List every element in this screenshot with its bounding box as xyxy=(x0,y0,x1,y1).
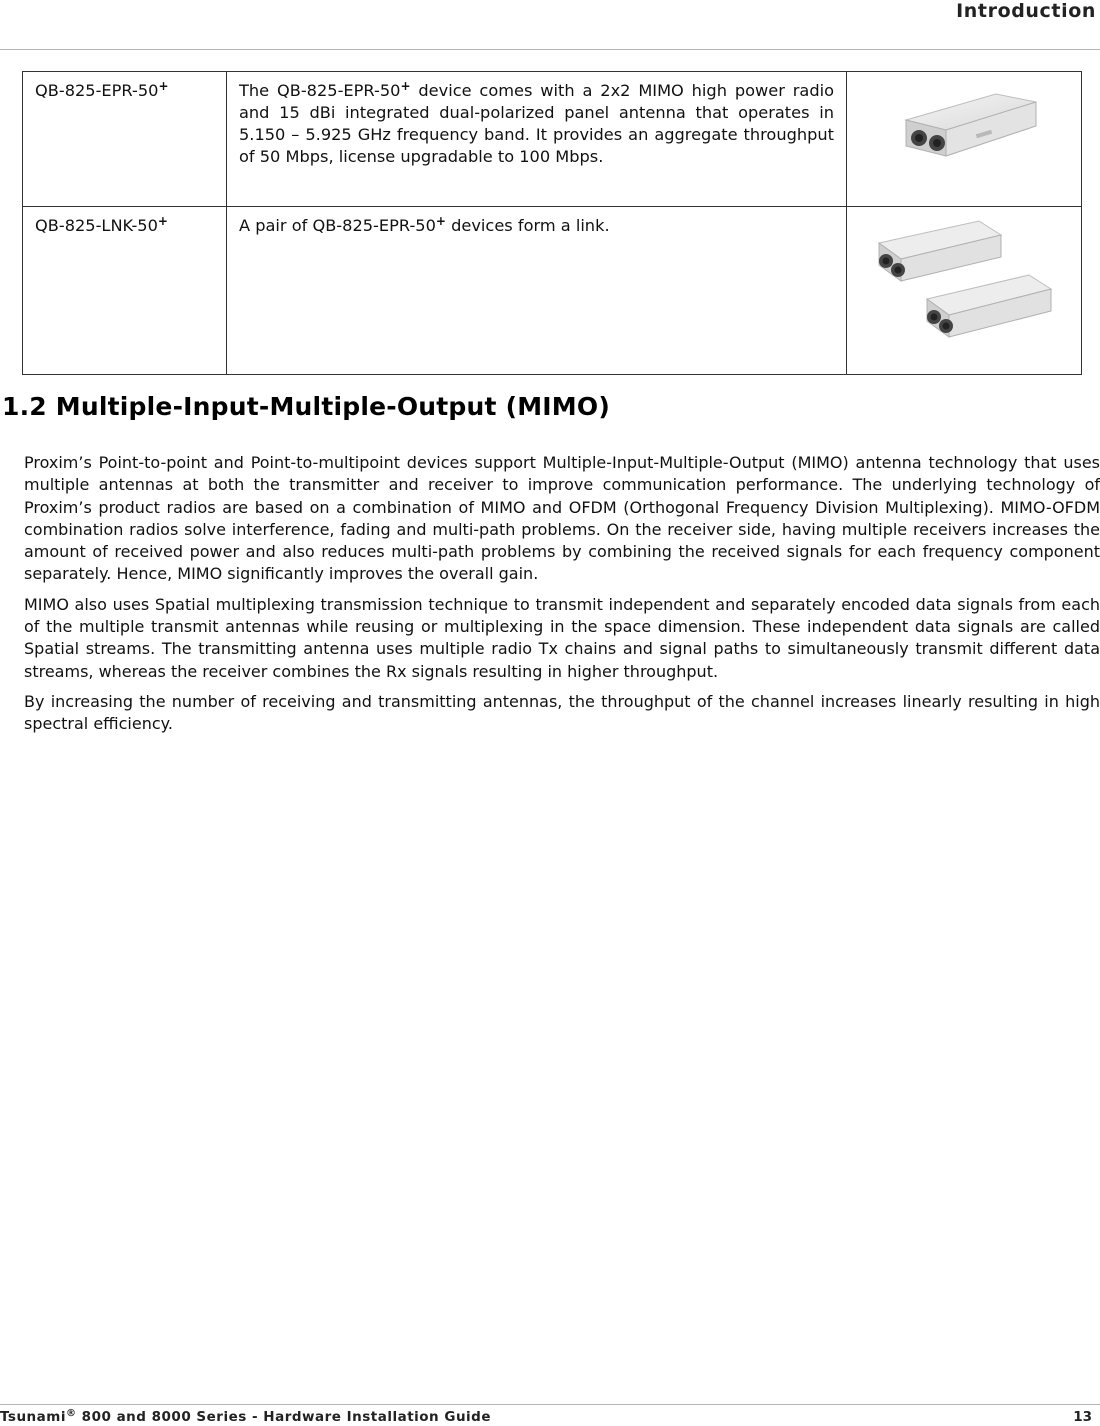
description-cell xyxy=(227,72,847,207)
footer-divider xyxy=(0,1404,1100,1405)
model-name: QB-825-LNK-50 xyxy=(35,216,158,235)
section-heading: 1.2 Multiple-Input-Multiple-Output (MIMO) xyxy=(2,392,610,421)
footer-title-text: 800 and 8000 Series - Hardware Installation Guide xyxy=(76,1409,492,1425)
footer-guide-title xyxy=(0,1409,491,1425)
product-table xyxy=(22,71,1082,375)
outdoor-radio-unit-icon xyxy=(884,80,1044,180)
model-cell xyxy=(23,207,227,375)
footer-brand: Tsunami xyxy=(0,1409,66,1425)
description-suffix: devices form a link. xyxy=(445,216,610,235)
description-superscript: + xyxy=(400,79,411,93)
description-cell xyxy=(227,207,847,375)
header-divider xyxy=(0,49,1100,50)
paragraph: Proxim’s Point-to-point and Point-to-multipoint devices support Multiple-Input-Multiple-Output (MIMO) antenna technology that uses multiple antennas at both the transmitter and receiver to improve communication performance. The underlying technology of Proxim’s product radios are based on a combination of MIMO and OFDM (Orthogonal Frequency Division Multiplexing). MIMO-OFDM combination radios solve interference, fading and multi-path problems. On the receiver side, having multiple receivers increases the amount of received power and also reduces multi-path problems by combining the received signals for each frequency component separately. Hence, MIMO significantly improves the overall gain. xyxy=(24,453,1100,584)
image-cell xyxy=(847,207,1082,375)
page-number: 13 xyxy=(1073,1409,1092,1425)
description-suffix: device comes with a 2x2 MIMO high power radio and 15 dBi integrated dual-polarized panel antenna that operates in 5.150 – 5.925 GHz frequency band. It provides an aggregate throughput of 50 Mbps, license upgradable to 100 Mbps. xyxy=(239,81,834,166)
description-prefix: The QB-825-EPR-50 xyxy=(239,81,401,100)
radio-pair-icon xyxy=(869,215,1059,345)
model-cell xyxy=(23,72,227,207)
footer-reg-mark: ® xyxy=(65,1408,77,1419)
paragraph: By increasing the number of receiving and transmitting antennas, the throughput of the channel increases linearly resulting in high spectral efficiency. xyxy=(24,691,1100,734)
table-row xyxy=(23,207,1082,375)
table-row xyxy=(23,72,1082,207)
page-header-title: Introduction xyxy=(956,0,1096,22)
description-prefix: A pair of QB-825-EPR-50 xyxy=(239,216,436,235)
model-name: QB-825-EPR-50 xyxy=(35,81,159,100)
description-superscript: + xyxy=(435,214,446,228)
model-superscript: + xyxy=(158,79,169,93)
model-superscript: + xyxy=(157,214,168,228)
image-cell xyxy=(847,72,1082,207)
section-body xyxy=(24,452,1100,744)
paragraph: MIMO also uses Spatial multiplexing transmission technique to transmit independent and separately encoded data signals from each of the multiple transmit antennas while reusing or multiplexing in the space dimension. These independent data signals are called Spatial streams. The transmitting antenna uses multiple radio Tx chains and signal paths to simultaneously transmit different data streams, whereas the receiver combines the Rx signals resulting in higher throughput. xyxy=(24,594,1100,681)
